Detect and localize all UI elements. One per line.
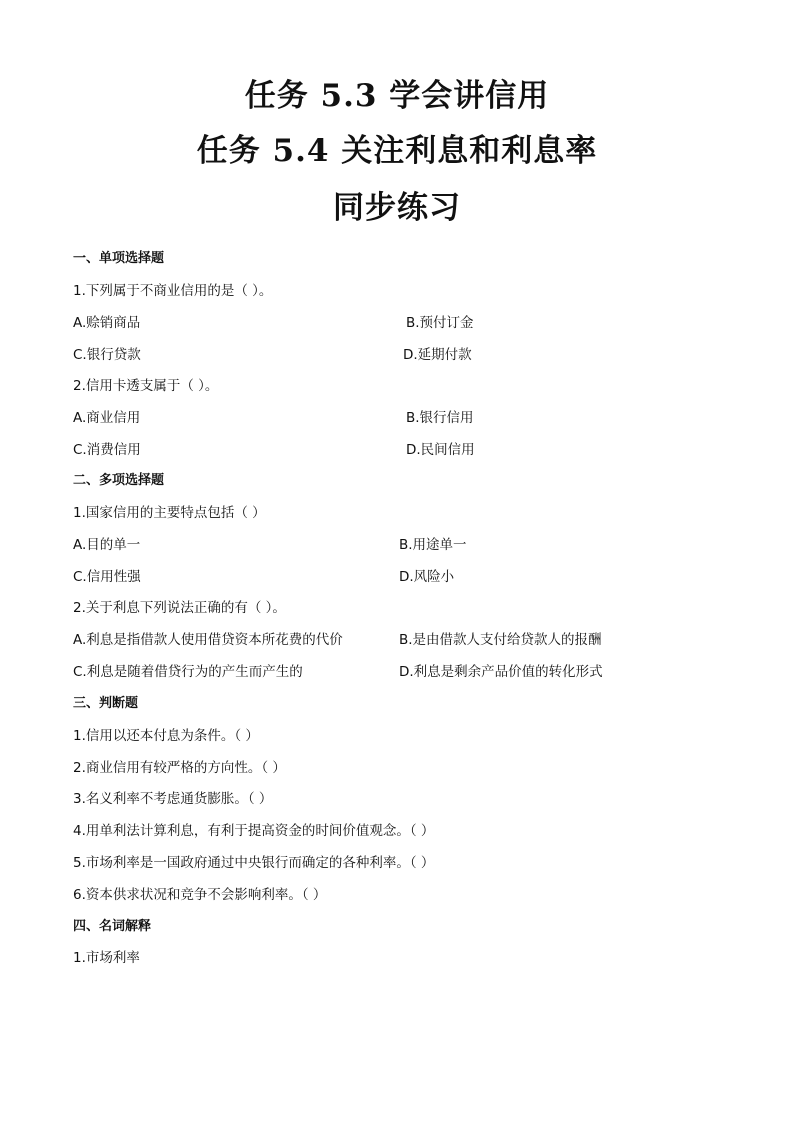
list-item: 1.信用以还本付息为条件。（ ） — [73, 728, 259, 744]
list-item: 6.资本供求状况和竞争不会影响利率。（ ） — [73, 887, 327, 903]
list-item: 5.市场利率是一国政府通过中央银行而确定的各种利率。（ ） — [73, 855, 435, 871]
question-text: 1.下列属于不商业信用的是（ ）。 — [73, 283, 273, 299]
section-heading-single-choice: 一、单项选择题 — [73, 251, 165, 266]
question-text: 2.关于利息下列说法正确的有（ ）。 — [73, 600, 286, 616]
option-a: A.赊销商品 — [73, 315, 141, 331]
section-heading-true-false: 三、判断题 — [73, 696, 139, 711]
option-a: A.利息是指借款人使用借贷资本所花费的代价 — [73, 632, 343, 648]
list-item: 1.市场利率 — [73, 950, 140, 966]
option-b: B.是由借款人支付给贷款人的报酬 — [399, 632, 602, 648]
section-heading-term-definitions: 四、名词解释 — [73, 919, 152, 934]
list-item: 2.商业信用有较严格的方向性。（ ） — [73, 760, 286, 776]
option-b: B.用途单一 — [399, 537, 467, 553]
option-c: C.消费信用 — [73, 442, 141, 458]
title-task-5-3: 任务 5.3 学会讲信用 — [244, 78, 550, 114]
option-a: A.目的单一 — [73, 537, 141, 553]
option-d: D.利息是剩余产品价值的转化形式 — [399, 664, 603, 680]
option-b: B.银行信用 — [406, 410, 474, 426]
option-d: D.民间信用 — [406, 442, 475, 458]
option-d: D.延期付款 — [403, 347, 472, 363]
option-a: A.商业信用 — [73, 410, 141, 426]
list-item: 3.名义利率不考虑通货膨胀。（ ） — [73, 791, 273, 807]
title-task-5-4: 任务 5.4 关注利息和利息率 — [196, 133, 598, 169]
option-c: C.信用性强 — [73, 569, 141, 585]
option-b: B.预付订金 — [406, 315, 474, 331]
option-c: C.利息是随着借贷行为的产生而产生的 — [73, 664, 303, 680]
question-text: 1.国家信用的主要特点包括（ ） — [73, 505, 266, 521]
section-heading-multiple-choice: 二、多项选择题 — [73, 473, 165, 488]
question-text: 2.信用卡透支属于（ ）。 — [73, 378, 219, 394]
option-d: D.风险小 — [399, 569, 455, 585]
list-item: 4.用单利法计算利息，有利于提高资金的时间价值观念。（ ） — [73, 823, 435, 839]
option-c: C.银行贷款 — [73, 347, 141, 363]
title-practice: 同步练习 — [333, 190, 461, 226]
